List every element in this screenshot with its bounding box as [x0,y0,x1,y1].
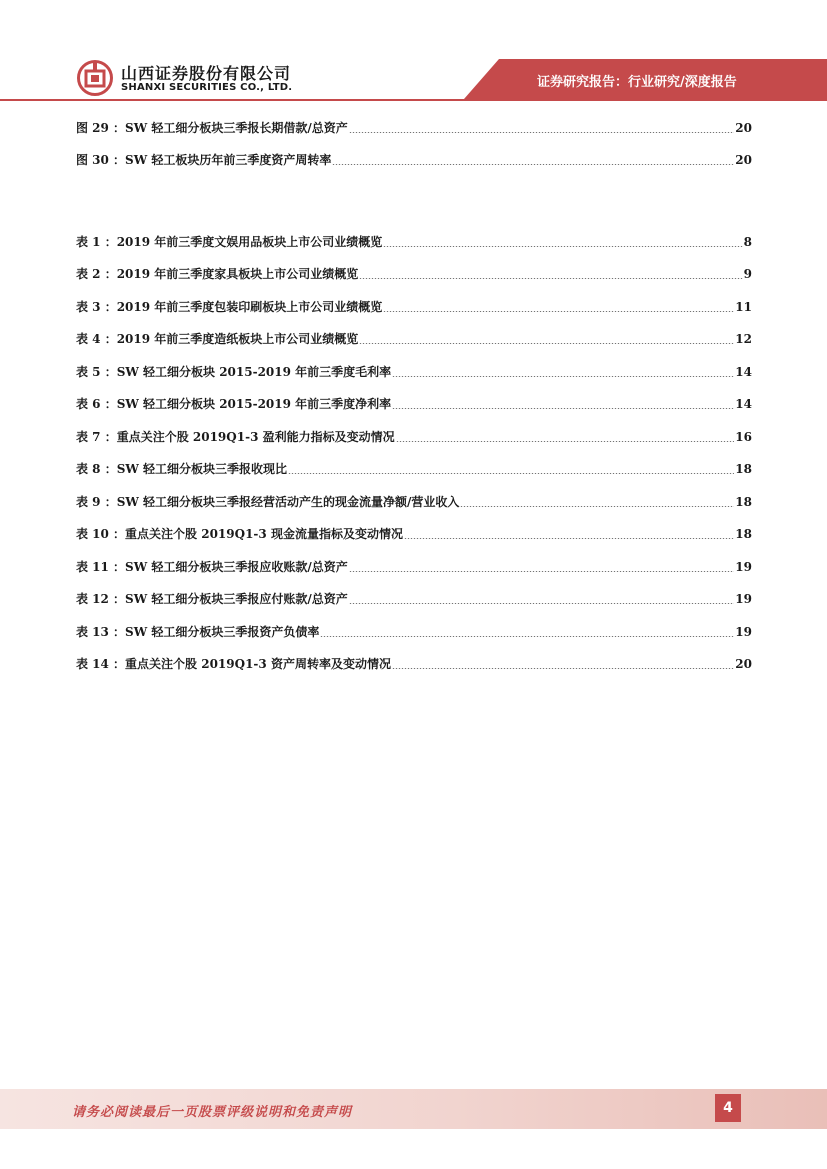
toc-entry-label: 图 30 ：SW 轻工板块历年前三季度资产周转率 [76,153,332,167]
toc-leader-dots [392,668,734,669]
toc-entry-label: 表 6 ：SW 轻工细分板块 2015-2019 年前三季度净利率 [76,397,392,411]
toc-leader-dots [349,132,735,133]
toc-entry-label: 表 10 ：重点关注个股 2019Q1-3 现金流量指标及变动情况 [76,527,403,541]
report-type-label: 证券研究报告：行业研究/深度报告 [537,75,737,90]
toc-entry[interactable] [76,395,752,413]
toc-leader-dots [359,278,742,279]
toc-entry-page: 20 [735,657,752,671]
toc-entry-label: 表 3 ：2019 年前三季度包装印刷板块上市公司业绩概览 [76,300,383,314]
toc-leader-dots [460,506,734,507]
page-number: 4 [715,1094,741,1122]
toc-leader-dots [404,538,734,539]
toc-leader-dots [392,376,734,377]
toc-entry[interactable] [76,265,752,283]
toc-entry-page: 19 [735,625,752,639]
toc-entry[interactable] [76,151,752,169]
toc-leader-dots [288,473,734,474]
toc-entry-label: 表 5 ：SW 轻工细分板块 2015-2019 年前三季度毛利率 [76,365,392,379]
toc-entry-page: 18 [735,495,752,509]
toc-leader-dots [392,408,734,409]
toc-entry-page: 18 [735,527,752,541]
toc-leader-dots [359,343,734,344]
toc-entry-page: 9 [743,267,752,281]
toc-entry-label: 图 29 ：SW 轻工细分板块三季报长期借款/总资产 [76,121,348,135]
toc-entry-page: 19 [735,592,752,606]
toc-entry[interactable] [76,525,752,543]
toc-entry[interactable] [76,493,752,511]
toc-entry-label: 表 14 ：重点关注个股 2019Q1-3 资产周转率及变动情况 [76,657,391,671]
toc-entry-label: 表 4 ：2019 年前三季度造纸板块上市公司业绩概览 [76,332,359,346]
header-divider [0,99,827,101]
toc-entry-label: 表 13 ：SW 轻工细分板块三季报资产负债率 [76,625,320,639]
toc-entry-page: 19 [735,560,752,574]
toc-entry-page: 8 [743,235,752,249]
toc-entry-page: 20 [735,153,752,167]
toc-entry-page: 12 [735,332,752,346]
toc-entry-page: 11 [735,300,752,314]
toc-entry[interactable] [76,233,752,251]
toc-entry-label: 表 8 ：SW 轻工细分板块三季报收现比 [76,462,288,476]
toc-entry[interactable] [76,623,752,641]
company-name-en: SHANXI SECURITIES CO., LTD. [121,82,293,93]
toc-entry[interactable] [76,460,752,478]
company-name-cn: 山西证券股份有限公司 [121,64,292,83]
toc-entry[interactable] [76,428,752,446]
toc-leader-dots [383,246,742,247]
toc-entry-label: 表 12 ：SW 轻工细分板块三季报应付账款/总资产 [76,592,348,606]
toc-entry-label: 表 11 ：SW 轻工细分板块三季报应收账款/总资产 [76,560,348,574]
toc-entry-page: 20 [735,121,752,135]
toc-leader-dots [396,441,735,442]
toc-entry-page: 14 [735,365,752,379]
toc-entry-label: 表 7 ：重点关注个股 2019Q1-3 盈利能力指标及变动情况 [76,430,395,444]
toc-entry[interactable] [76,363,752,381]
toc-entry[interactable] [76,590,752,608]
toc-entry-page: 18 [735,462,752,476]
shanxi-securities-logo-icon [77,60,113,96]
toc-entry-label: 表 1 ：2019 年前三季度文娱用品板块上市公司业绩概览 [76,235,383,249]
toc-leader-dots [349,603,735,604]
toc-leader-dots [320,636,734,637]
page-header [0,0,827,105]
toc-entry-label: 表 2 ：2019 年前三季度家具板块上市公司业绩概览 [76,267,359,281]
toc-entry[interactable] [76,330,752,348]
toc-entry-page: 16 [735,430,752,444]
toc-entry[interactable] [76,119,752,137]
toc-leader-dots [349,571,735,572]
footer-disclaimer: 请务必阅读最后一页股票评级说明和免责声明 [72,1105,353,1120]
toc-entry[interactable] [76,558,752,576]
toc-entry-label: 表 9 ：SW 轻工细分板块三季报经营活动产生的现金流量净额/营业收入 [76,495,460,509]
toc-entry[interactable] [76,298,752,316]
toc-entry[interactable] [76,655,752,673]
toc-leader-dots [383,311,734,312]
toc-leader-dots [332,164,734,165]
toc-entry-page: 14 [735,397,752,411]
